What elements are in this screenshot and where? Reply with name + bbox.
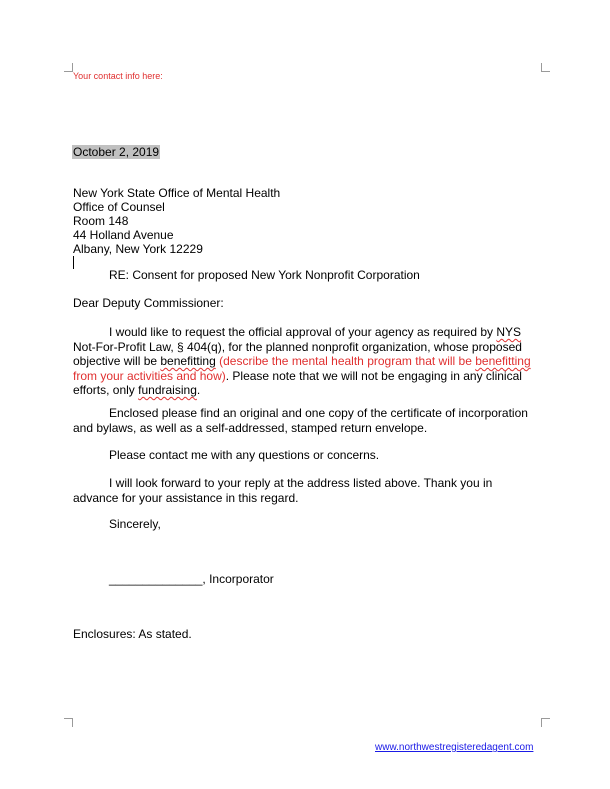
paragraph-line: Enclosed please find an original and one copy of the certificate of incorporation [109,406,528,420]
spellcheck-flag[interactable]: fundraising [138,383,197,397]
paragraph-line: I would like to request the official approval of your agency as required by NYS [109,325,522,339]
footer-website-link[interactable]: www.northwestregisteredagent.com [375,742,534,753]
page-corner-bottom-right [541,718,550,727]
spellcheck-flag[interactable]: benefitting [160,354,216,368]
paragraph-line: from your activities and how). Please note that we will not be engaging in any clinical [73,368,522,383]
re-line: RE: Consent for proposed New York Nonprofit Corporation [109,268,420,282]
paragraph-line: objective will be benefitting (describe the mental health program that will be benefitting [73,354,531,368]
page-corner-top-left [64,63,73,72]
text-cursor [73,256,74,269]
spellcheck-flag[interactable]: NYS [496,325,522,339]
program-description-placeholder-end[interactable]: from your activities and how) [73,368,226,383]
paragraph-contact: Please contact me with any questions or concerns. [109,448,380,462]
page-corner-top-right [541,63,550,72]
page-corner-bottom-left [64,718,73,727]
signature-line[interactable]: ______________, Incorporator [109,572,274,586]
contact-info-placeholder[interactable]: Your contact info here: [73,71,163,81]
salutation: Dear Deputy Commissioner: [73,296,224,310]
paragraph-line: efforts, only fundraising. [73,383,201,397]
recipient-line: Office of Counsel [73,200,165,214]
program-description-placeholder[interactable]: (describe the mental health program that will be benefitting [219,354,531,368]
paragraph-line: I will look forward to your reply at the address listed above. Thank you in [109,476,493,490]
recipient-line: Room 148 [73,214,129,228]
recipient-line: Albany, New York 12229 [73,242,203,256]
paragraph-line: and bylaws, as well as a self-addressed, stamped return envelope. [73,420,428,435]
recipient-line: 44 Holland Avenue [73,228,174,242]
closing: Sincerely, [109,517,161,531]
recipient-line: New York State Office of Mental Health [73,186,281,200]
paragraph-line: Not-For-Profit Law, § 404(q), for the planned nonprofit organization, whose proposed [73,339,522,354]
recipient-address [73,186,280,256]
letter-date[interactable]: October 2, 2019 [73,145,160,159]
paragraph-line: advance for your assistance in this regard. [73,490,299,505]
enclosures-line: Enclosures: As stated. [73,627,192,641]
